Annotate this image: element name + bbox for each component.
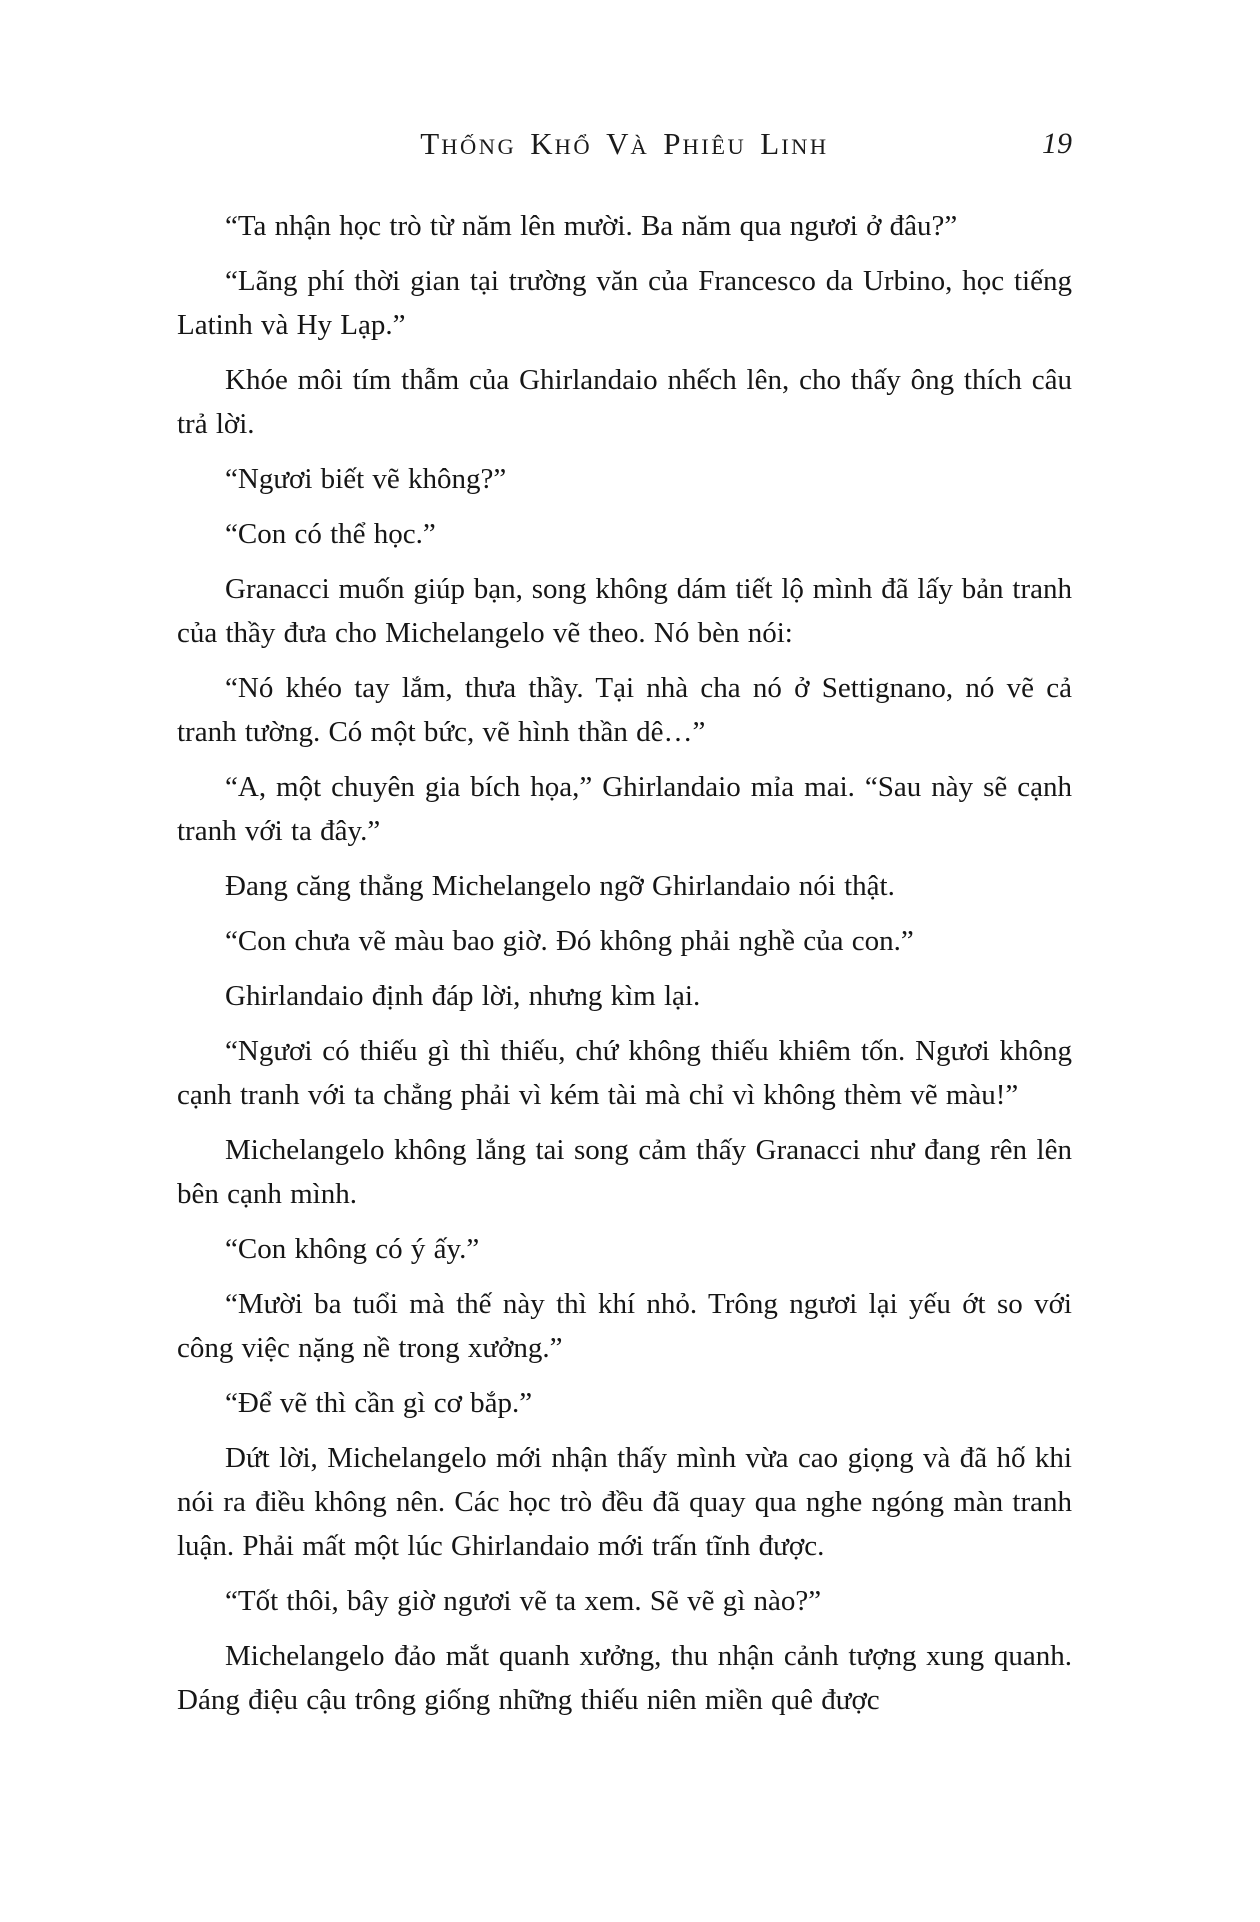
- paragraph-15: “Mười ba tuổi mà thế này thì khí nhỏ. Trông ngươi lại yếu ớt so với công việc nặng nề trong xưởng.”: [177, 1288, 1072, 1364]
- running-header: [177, 124, 1072, 164]
- page-number: 19: [1042, 127, 1072, 160]
- paragraph-17: Dứt lời, Michelangelo mới nhận thấy mình vừa cao giọng và đã hố khi nói ra điều không nên. Các học trò đều đã quay qua nghe ngóng màn tranh luận. Phải mất một lúc Ghirlandaio mới trấn tĩnh được.: [177, 1442, 1072, 1562]
- page-content: [177, 0, 1072, 1922]
- paragraph-13: Michelangelo không lắng tai song cảm thấy Granacci như đang rên lên bên cạnh mình.: [177, 1134, 1072, 1210]
- paragraph-9: Đang căng thẳng Michelangelo ngỡ Ghirlandaio nói thật.: [225, 870, 895, 902]
- page-body-text: [177, 204, 1072, 1722]
- running-header-title: [177, 124, 1072, 170]
- title-word: VÀ: [606, 126, 650, 161]
- paragraph-19: Michelangelo đảo mắt quanh xưởng, thu nhận cảnh tượng xung quanh. Dáng điệu cậu trông giống những thiếu niên miền quê được: [177, 1640, 1072, 1716]
- paragraph-7: “Nó khéo tay lắm, thưa thầy. Tại nhà cha nó ở Settignano, nó vẽ cả tranh tường. Có một bức, vẽ hình thần dê…”: [177, 672, 1072, 748]
- paragraph-18: “Tốt thôi, bây giờ ngươi vẽ ta xem. Sẽ vẽ gì nào?”: [225, 1585, 822, 1617]
- paragraph-11: Ghirlandaio định đáp lời, nhưng kìm lại.: [225, 980, 701, 1012]
- paragraph-14: “Con không có ý ấy.”: [225, 1233, 480, 1265]
- paragraph-6: Granacci muốn giúp bạn, song không dám tiết lộ mình đã lấy bản tranh của thầy đưa cho Michelangelo vẽ theo. Nó bèn nói:: [177, 573, 1072, 649]
- paragraph-4: “Ngươi biết vẽ không?”: [225, 463, 507, 495]
- title-word: LINH: [760, 126, 829, 161]
- paragraph-10: “Con chưa vẽ màu bao giờ. Đó không phải nghề của con.”: [225, 925, 914, 957]
- paragraph-12: “Ngươi có thiếu gì thì thiếu, chứ không thiếu khiêm tốn. Ngươi không cạnh tranh với ta chẳng phải vì kém tài mà chỉ vì không thèm vẽ màu!”: [177, 1035, 1072, 1111]
- paragraph-2: “Lãng phí thời gian tại trường văn của Francesco da Urbino, học tiếng Latinh và Hy Lạp.”: [177, 265, 1072, 341]
- paragraph-1: “Ta nhận học trò từ năm lên mười. Ba năm qua ngươi ở đâu?”: [225, 210, 958, 242]
- paragraph-16: “Để vẽ thì cần gì cơ bắp.”: [225, 1387, 533, 1419]
- paragraph-5: “Con có thể học.”: [225, 518, 436, 550]
- paragraph-8: “A, một chuyên gia bích họa,” Ghirlandaio mỉa mai. “Sau này sẽ cạnh tranh với ta đây.”: [177, 771, 1072, 847]
- title-word: PHIÊU: [663, 126, 747, 161]
- title-word: THỐNG: [420, 126, 517, 161]
- title-word: KHỔ: [530, 126, 593, 161]
- paragraph-3: Khóe môi tím thẫm của Ghirlandaio nhếch lên, cho thấy ông thích câu trả lời.: [177, 364, 1072, 440]
